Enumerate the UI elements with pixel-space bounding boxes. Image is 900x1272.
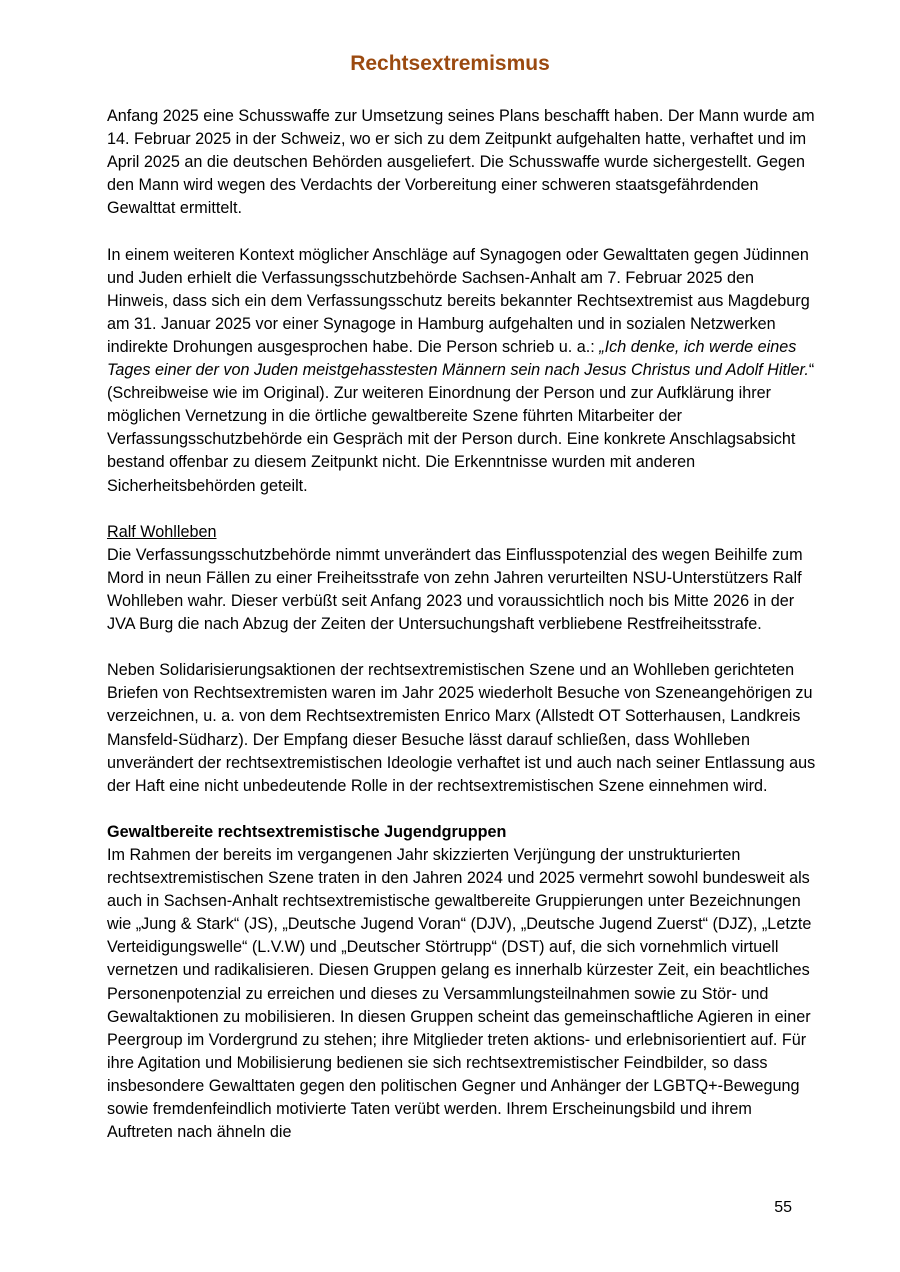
subheading-jugendgruppen: Gewaltbereite rechtsextremistische Jugendgruppen: [107, 822, 507, 841]
paragraph-3: Die Verfassungsschutzbehörde nimmt unverändert das Einflusspotenzial des wegen Beihilfe zum Mord in neun Fällen zu einer Freiheitsstrafe von zehn Jahren verurteilten NSU-Unterstützers Ralf Wohlleben wahr. Dieser verbüßt seit Anfang 2023 und voraussichtlich noch bis Mitte 2026 in der JVA Burg die nach Abzug der Zeiten der Untersuchungshaft verbliebene Restfreiheitsstrafe.: [107, 545, 803, 634]
paragraph-2-quote: „Ich denke, ich werde eines Tages einer der von Juden meistgehasstesten Männern sein nach Jesus Christus und Adolf Hitler.: [107, 337, 809, 380]
paragraph-4: Neben Solidarisierungsaktionen der rechtsextremistischen Szene und an Wohlleben gerichteten Briefen von Rechtsextremisten waren im Jahr 2025 wiederholt Besuche von Szeneangehörigen zu verzeichnen, u. a. von dem Rechtsextremisten Enrico Marx (Allstedt OT Sotterhausen, Landkreis Mansfeld-Südharz). Der Empfang dieser Besuche lässt darauf schließen, dass Wohlleben unverändert der rechtsextremistischen Ideologie verhaftet ist und auch nach seiner Entlassung aus der Haft eine nicht unbedeutende Rolle in der rechtsextremistischen Szene einnehmen wird.: [107, 661, 816, 795]
document-body: [107, 105, 819, 1144]
paragraph-5: Im Rahmen der bereits im vergangenen Jahr skizzierten Verjüngung der unstrukturierten rechtsextremistischen Szene traten in den Jahren 2024 und 2025 vermehrt sowohl bundesweit als auch in Sachsen-Anhalt rechtsextremistische gewaltbereite Gruppierungen unter Bezeichnungen wie „Jung & Stark“ (JS), „Deutsche Jugend Voran“ (DJV), „Deutsche Jugend Zuerst“ (DJZ), „Letzte Verteidigungswelle“ (L.V.W) und „Deutscher Störtrupp“ (DST) auf, die sich vornehmlich virtuell vernetzen und radikalisieren. Diesen Gruppen gelang es innerhalb kürzester Zeit, ein beachtliches Personenpotenzial zu erreichen und dieses zu Versammlungsteilnahmen sowie zu Stör- und Gewaltaktionen zu mobilisieren. In diesen Gruppen scheint das gemeinschaftliche Agieren in einer Peergroup im Vordergrund zu stehen; ihre Mitglieder treten aktions- und erlebnisorientiert auf. Für ihre Agitation und Mobilisierung bedienen sie sich rechtsextremistischer Feindbilder, so dass insbesondere Gewalttaten gegen den politischen Gegner und Anhänger der LGBTQ+-Bewegung sowie fremdenfeindlich motivierte Taten verübt werden. Ihrem Erscheinungsbild und ihrem Auftreten nach ähneln die: [107, 846, 812, 1142]
paragraph-1: Anfang 2025 eine Schusswaffe zur Umsetzung seines Plans beschafft haben. Der Mann wurde am 14. Februar 2025 in der Schweiz, wo er sich zu dem Zeitpunkt aufgehalten hatte, verhaftet und im April 2025 an die deutschen Behörden ausgeliefert. Die Schusswaffe wurde sichergestellt. Gegen den Mann wird wegen des Verdachts der Vorbereitung einer schweren staatsgefährdenden Gewalttat ermittelt.: [107, 107, 815, 218]
section-jugendgruppen: [107, 821, 819, 1144]
paragraph-2-text: In einem weiteren Kontext möglicher Anschläge auf Synagogen oder Gewalttaten gegen Jüdinnen und Juden erhielt die Verfassungsschutzbehörde Sachsen-Anhalt am 7. Februar 2025 den Hinweis, dass sich ein dem Verfassungsschutz bereits bekannter Rechtsextremist aus Magdeburg am 31. Januar 2025 vor einer Synagoge in Hamburg aufgehalten und in sozialen Netzwerken indirekte Drohungen ausgesprochen habe. Die Person schrieb u. a.:: [107, 245, 810, 356]
page-number: 55: [774, 1199, 792, 1216]
section-wohlleben: [107, 521, 819, 636]
subheading-ralf-wohlleben: Ralf Wohlleben: [107, 522, 217, 541]
page-title: Rechtsextremismus: [350, 52, 550, 75]
paragraph-2: [107, 244, 819, 498]
paragraph-2-continuation: “ (Schreibweise wie im Original). Zur weiteren Einordnung der Person und zur Aufklärung ihrer möglichen Vernetzung in die örtliche gewaltbereite Szene führten Mitarbeiter der Verfassungsschutzbehörde ein Gespräch mit der Person durch. Eine konkrete Anschlagsabsicht bestand offenbar zu diesem Zeitpunkt nicht. Die Erkenntnisse wurden mit anderen Sicherheitsbehörden geteilt.: [107, 361, 815, 495]
